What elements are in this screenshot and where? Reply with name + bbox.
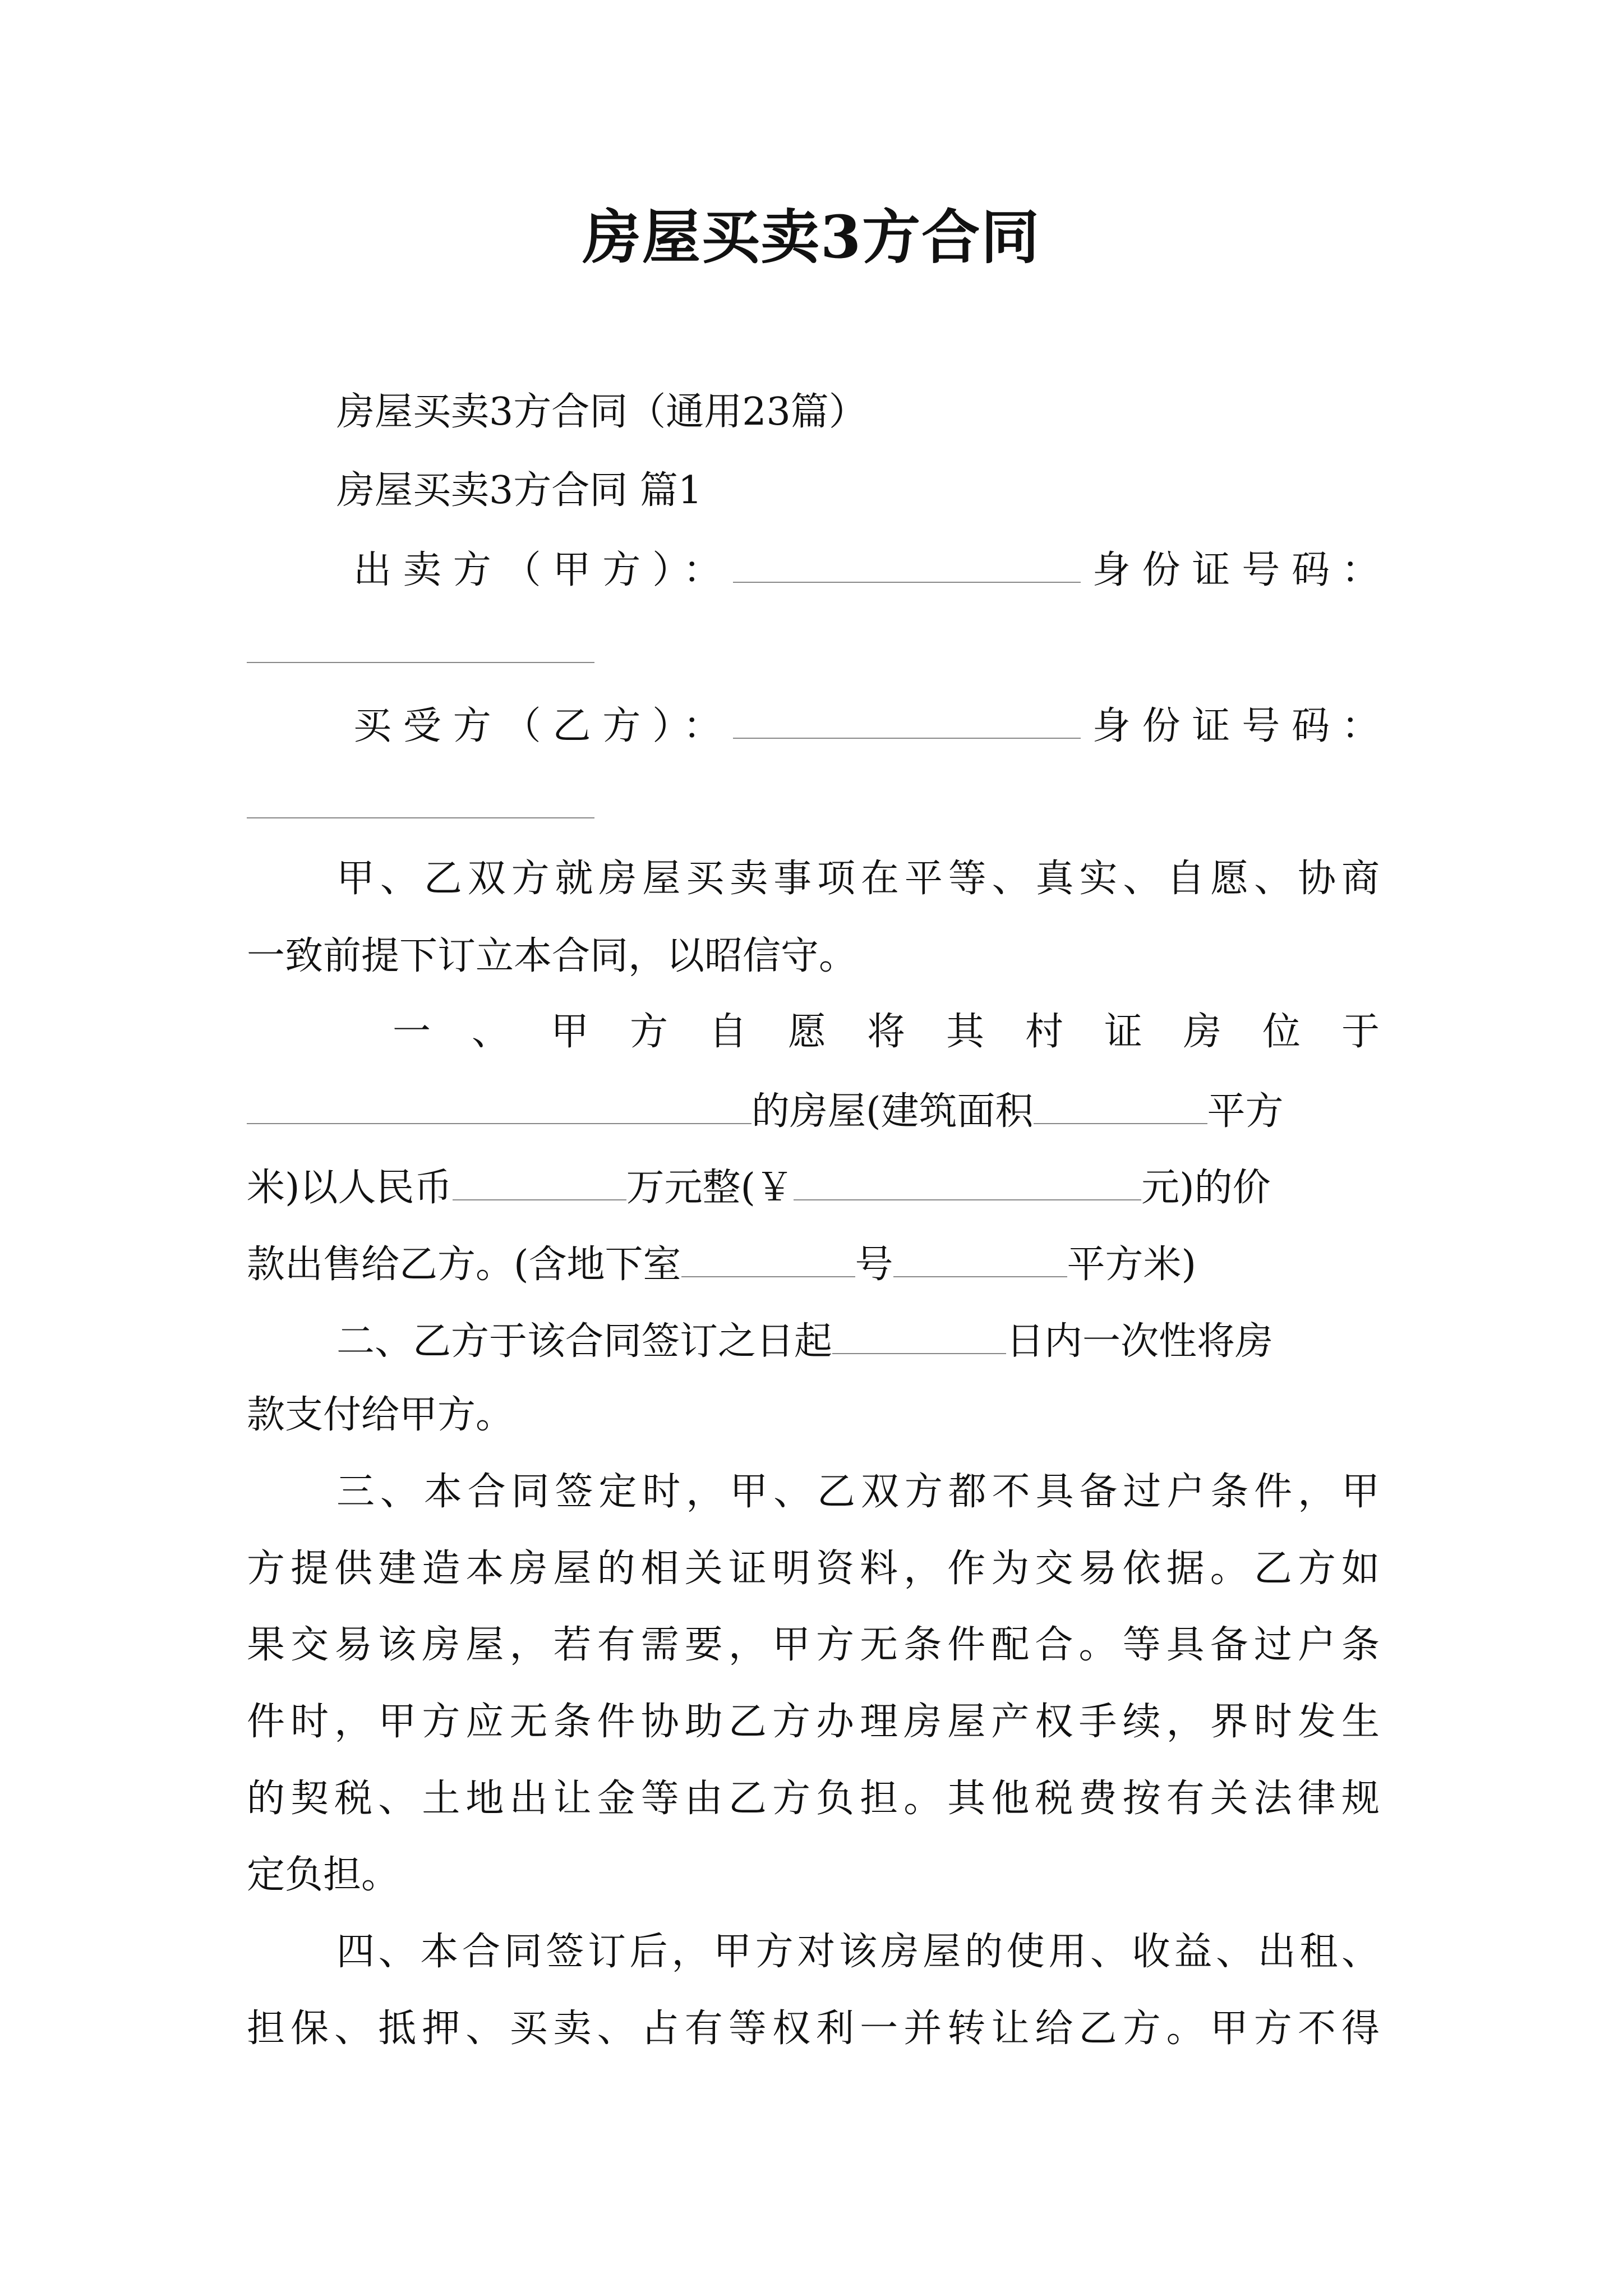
clause3-line-4: 件时，甲方应无条件协助乙方办理房屋产权手续，界时发生	[247, 1700, 1380, 1744]
price-wan-blank	[453, 1160, 626, 1200]
clause1-text-2a: 的房屋(建筑面积	[751, 1089, 1034, 1134]
clause1-text-2b: 平方	[1207, 1089, 1284, 1134]
buyer-name-blank	[733, 698, 1081, 739]
area-blank	[1034, 1084, 1207, 1124]
seller-name-blank	[733, 542, 1081, 583]
seller-label: 出卖方（甲方）：	[353, 548, 733, 592]
intro-line-2: 一致前提下订立本合同，以昭信守。	[247, 934, 857, 978]
clause3-line-1: 三、本合同签定时，甲、乙双方都不具备过户条件，甲	[336, 1470, 1380, 1514]
clause1-line-3	[247, 1160, 1380, 1213]
clause3-line-6: 定负担。	[247, 1853, 400, 1897]
clause2-text-1a: 二、乙方于该合同签订之日起	[336, 1319, 833, 1364]
buyer-id-blank	[247, 817, 594, 818]
clause3-line-3: 果交易该房屋，若有需要，甲方无条件配合。等具备过户条	[247, 1623, 1380, 1667]
basement-number-blank	[681, 1237, 855, 1277]
section-heading: 房屋买卖3方合同 篇1	[336, 468, 703, 513]
clause2-line-1	[336, 1314, 1380, 1367]
clause1-text-4a: 款出售给乙方。(含地下室	[247, 1243, 681, 1287]
payment-days-blank	[832, 1314, 1006, 1354]
clause2-text-1b: 日内一次性将房	[1006, 1319, 1274, 1364]
basement-area-blank	[893, 1237, 1067, 1277]
clause1-text-3b: 万元整(￥	[626, 1166, 794, 1210]
clause4-line-2: 担保、抵押、买卖、占有等权利一并转让给乙方。甲方不得	[247, 2007, 1380, 2051]
buyer-line	[353, 698, 1380, 752]
price-yuan-blank	[794, 1160, 1141, 1200]
clause1-text-4c: 平方米)	[1067, 1243, 1197, 1287]
location-blank	[247, 1084, 751, 1124]
subtitle: 房屋买卖3方合同（通用23篇）	[336, 390, 867, 434]
clause3-line-2: 方提供建造本房屋的相关证明资料，作为交易依据。乙方如	[247, 1547, 1380, 1591]
clause1-line-4	[247, 1237, 1380, 1290]
intro-line-1: 甲、乙双方就房屋买卖事项在平等、真实、自愿、协商	[336, 857, 1380, 901]
document-title: 房屋买卖3方合同	[582, 203, 1041, 272]
seller-id-blank	[247, 662, 594, 663]
clause2-line-2: 款支付给甲方。	[247, 1393, 514, 1437]
seller-line	[353, 542, 1380, 596]
clause4-line-1: 四、本合同签订后，甲方对该房屋的使用、收益、出租、	[336, 1930, 1380, 1974]
clause1-line-2	[247, 1084, 1380, 1137]
seller-id-label: 身份证号码：	[1080, 548, 1380, 592]
clause1-text-3a: 米)以人民币	[247, 1166, 453, 1210]
clause1-text-3c: 元)的价	[1141, 1166, 1271, 1210]
clause1-text-4b: 号	[855, 1243, 893, 1287]
clause3-line-5: 的契税、土地出让金等由乙方负担。其他税费按有关法律规	[247, 1777, 1380, 1821]
clause1-line-1: 一、甲方自愿将其村证房位于	[393, 1010, 1380, 1054]
buyer-label: 买受方（乙方）：	[353, 704, 733, 748]
buyer-id-label: 身份证号码：	[1080, 704, 1380, 748]
